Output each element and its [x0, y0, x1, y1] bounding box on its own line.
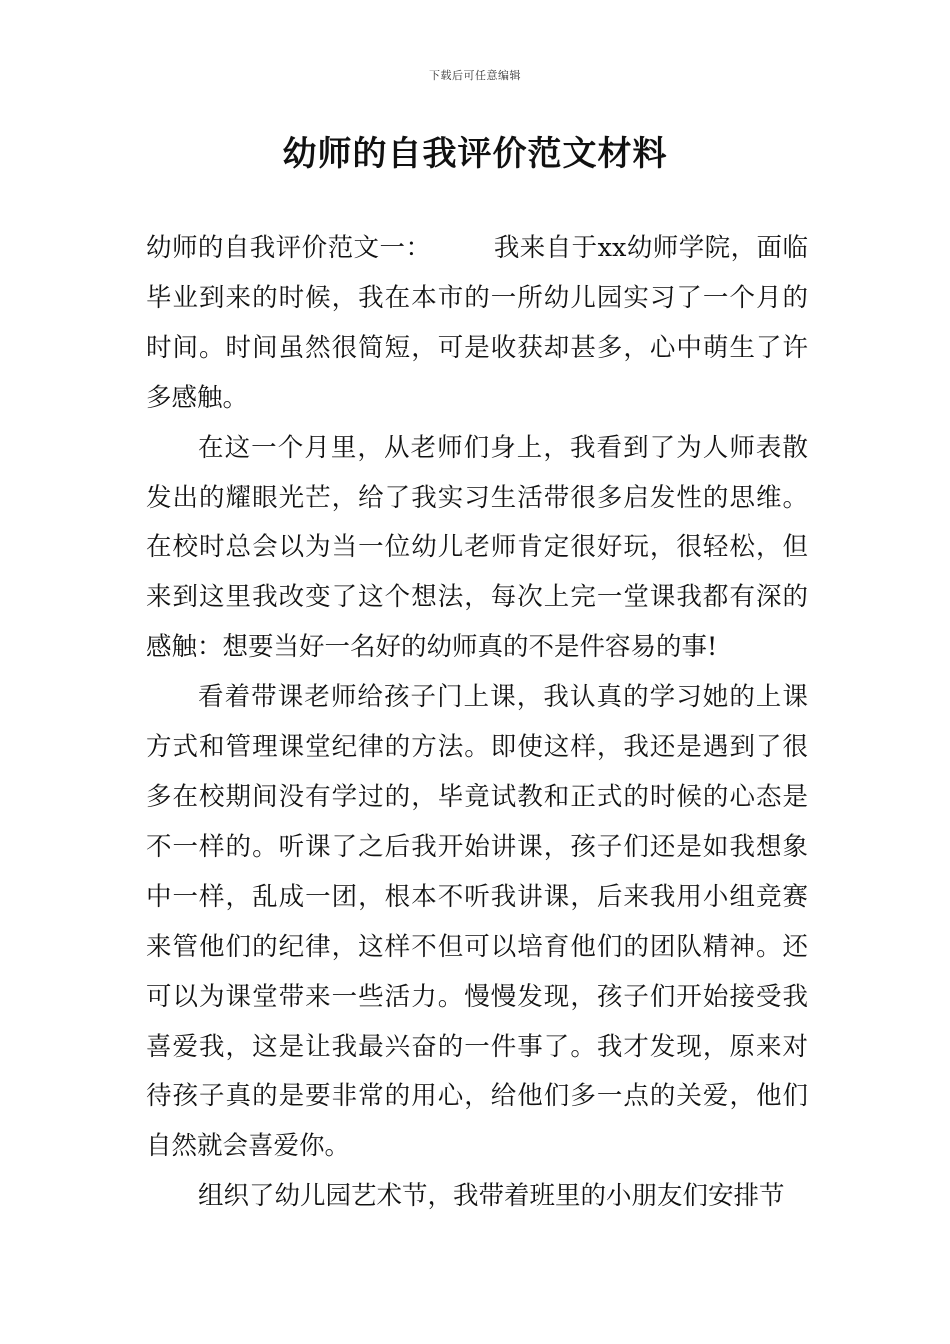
document-title: 幼师的自我评价范文材料	[282, 134, 668, 174]
paragraph-1-label: 幼师的自我评价范文一：	[146, 233, 432, 263]
header-note: 下载后可任意编辑	[429, 69, 521, 82]
paragraph-4: 组织了幼儿园艺术节，我带着班里的小朋友们安排节	[198, 1181, 785, 1212]
paragraph-3: 看着带课老师给孩子门上课，我认真的学习她的上课方式和管理课堂纪律的方法。即使这样，我还是遇到了很多在校期间没有学过的，毕竟试教和正式的时候的心态是不一样的。听课了之后我开始讲课，孩子们还是如我想象中一样，乱成一团，根本不听我讲课，后来我用小组竞赛来管他们的纪律，这样不但可以培育他们的团队精神。还可以为课堂带来一些活力。慢慢发现，孩子们开始接受我喜爱我，这是让我最兴奋的一件事了。我才发现，原来对待孩子真的是要非常的用心，给他们多一点的关爱，他们自然就会喜爱你。	[146, 682, 808, 1162]
document-body	[146, 224, 808, 1222]
paragraph-1-text: 我来自于xx幼师学院，面临毕业到来的时候，我在本市的一所幼儿园实习了一个月的时间。时间虽然很简短，可是收获却甚多，心中萌生了许多感触。	[146, 233, 808, 413]
paragraph-1	[146, 224, 808, 424]
paragraph-2: 在这一个月里，从老师们身上，我看到了为人师表散发出的耀眼光芒，给了我实习生活带很多启发性的思维。在校时总会以为当一位幼儿老师肯定很好玩，很轻松，但来到这里我改变了这个想法，每次上完一堂课我都有深的感触：想要当好一名好的幼师真的不是件容易的事!	[146, 432, 808, 663]
